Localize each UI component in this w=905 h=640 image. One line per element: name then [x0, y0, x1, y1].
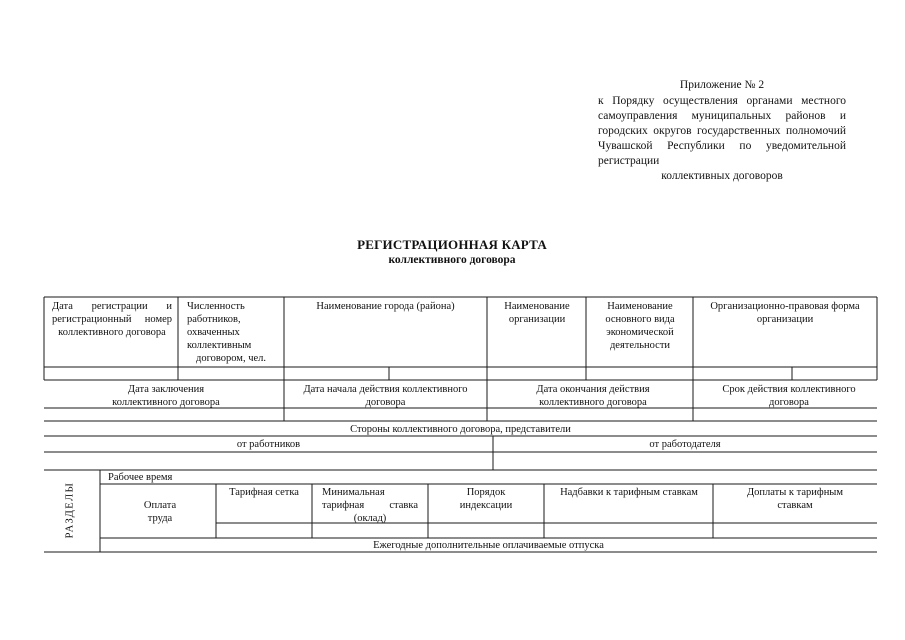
- header-workers-count: Численность работников, охваченных коллективным договором, чел.: [187, 301, 267, 364]
- document-title-sub: коллективного договора: [388, 254, 516, 266]
- document-title: [252, 237, 652, 268]
- header-organization: Наименование организации: [504, 301, 570, 325]
- annex-block: [598, 78, 846, 184]
- header-activity: Наименование основного вида экономической деятельности: [605, 301, 675, 351]
- section-indexation: Порядок индексации: [459, 487, 513, 511]
- annex-last-line: коллективных договоров: [661, 170, 783, 182]
- parties-from-employer: от работодателя: [649, 439, 721, 450]
- document-title-main: РЕГИСТРАЦИОННАЯ КАРТА: [357, 237, 547, 252]
- header-registration-date: Дата регистрации и регистрационный номер коллективного договора: [52, 301, 172, 338]
- annex-title: Приложение № 2: [679, 79, 765, 91]
- section-min-rate: Минимальная тарифная ставка (оклад): [322, 487, 418, 524]
- header-start-date: Дата начала действия коллективного договора: [303, 384, 468, 408]
- header-legal-form: Организационно-правовая форма организации: [710, 301, 860, 325]
- header-city: Наименование города (района): [316, 301, 455, 312]
- header-end-date: Дата окончания действия коллективного договора: [536, 384, 650, 408]
- sections-label: [51, 470, 89, 550]
- section-tariff-grid: Тарифная сетка: [229, 487, 299, 498]
- section-surcharges: Доплаты к тарифным ставкам: [746, 487, 844, 511]
- header-validity-period: Срок действия коллективного договора: [722, 384, 856, 408]
- annex-body: к Порядку осуществления органами местного самоуправления муниципальных районов и городских округов государственных полномочий Чувашской Республики по уведомительной регистрации: [598, 95, 846, 167]
- section-allowances: Надбавки к тарифным ставкам: [560, 487, 698, 498]
- section-annual-leave: Ежегодные дополнительные оплачиваемые отпуска: [373, 540, 604, 551]
- section-pay: Оплата труда: [143, 500, 177, 524]
- section-work-time: Рабочее время: [108, 472, 173, 483]
- parties-title: Стороны коллективного договора, представители: [350, 424, 571, 435]
- sections-label-text: РАЗДЕЛЫ: [64, 481, 76, 539]
- parties-from-workers: от работников: [236, 439, 301, 450]
- header-conclusion-date: Дата заключения коллективного договора: [112, 384, 220, 408]
